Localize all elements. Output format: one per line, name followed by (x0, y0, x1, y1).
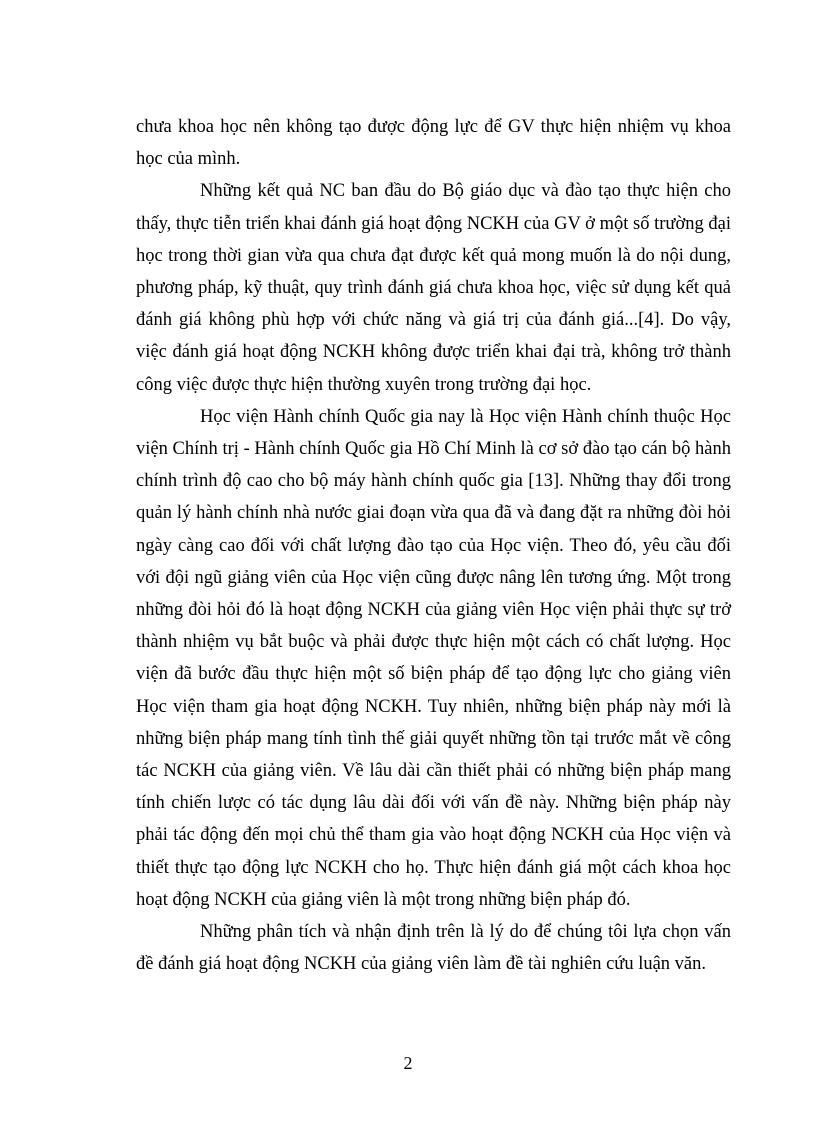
paragraph-conclusion: Những phân tích và nhận định trên là lý do để chúng tôi lựa chọn vấn đề đánh giá hoạt động NCKH của giảng viên làm đề tài nghiên cứu luận văn. (136, 922, 731, 975)
paragraph-academy: Học viện Hành chính Quốc gia nay là Học viện Hành chính thuộc Học viện Chính trị - Hành chính Quốc gia Hồ Chí Minh là cơ sở đào tạo cán bộ hành chính trình độ cao cho bộ máy hành chính quốc gia [13]. Những thay đổi trong quản lý hành chính nhà nước giai đoạn vừa qua đã và đang đặt ra những đòi hỏi ngày càng cao đối với chất lượng đào tạo của Học viện. Theo đó, yêu cầu đối với đội ngũ giảng viên của Học viện cũng được nâng lên tương ứng. Một trong những đòi hỏi đó là hoạt động NCKH của giảng viên Học viện phải thực sự trở thành nhiệm vụ bắt buộc và phải được thực hiện một cách có chất lượng. Học viện đã bước đầu thực hiện một số biện pháp để tạo động lực cho giảng viên Học viện tham gia hoạt động NCKH. Tuy nhiên, những biện pháp này mới là những biện pháp mang tính tình thế giải quyết những tồn tại trước mắt về công tác NCKH của giảng viên. Về lâu dài cần thiết phải có những biện pháp mang tính chiến lược có tác dụng lâu dài đối với vấn đề này. Những biện pháp này phải tác động đến mọi chủ thể tham gia vào hoạt động NCKH của Học viện và thiết thực tạo động lực NCKH cho họ. Thực hiện đánh giá một cách khoa học hoạt động NCKH của giảng viên là một trong những biện pháp đó. (136, 406, 731, 910)
page-number: 2 (403, 1053, 413, 1073)
paragraph-initial-results: Những kết quả NC ban đầu do Bộ giáo dục và đào tạo thực hiện cho thấy, thực tiễn triển khai đánh giá hoạt động NCKH của GV ở một số trường đại học trong thời gian vừa qua chưa đạt được kết quả mong muốn là do nội dung, phương pháp, kỹ thuật, quy trình đánh giá chưa khoa học, việc sử dụng kết quả đánh giá không phù hợp với chức năng và giá trị của đánh giá...[4]. Do vậy, việc đánh giá hoạt động NCKH không được triển khai đại trà, không trở thành công việc được thực hiện thường xuyên trong trường đại học. (136, 181, 731, 395)
document-body (136, 111, 731, 980)
paragraph-continued: chưa khoa học nên không tạo được động lực để GV thực hiện nhiệm vụ khoa học của mình. (136, 117, 731, 170)
